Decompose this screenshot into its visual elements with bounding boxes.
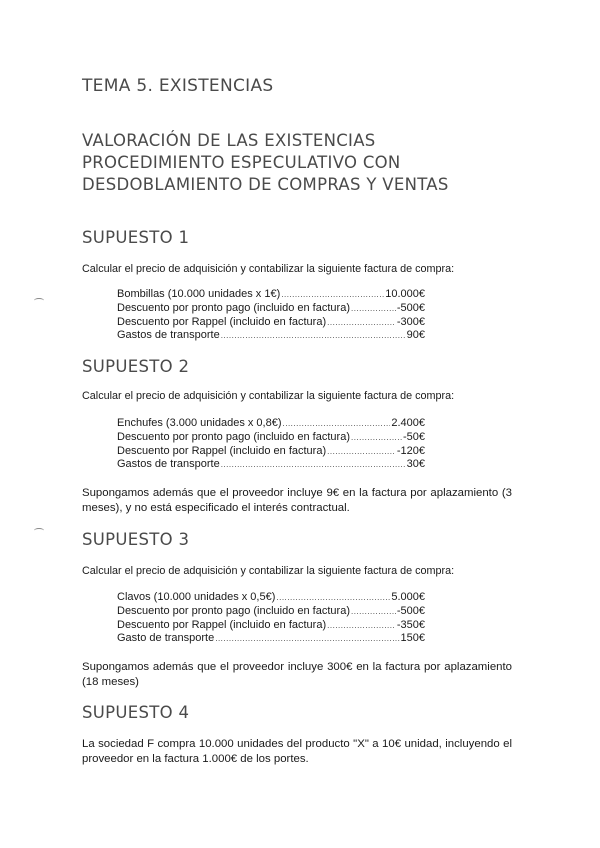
title-line-3: DESDOBLAMIENTO DE COMPRAS Y VENTAS (82, 175, 449, 194)
invoice-line-value: -500€ (396, 301, 425, 314)
invoice-line-value: 30€ (406, 458, 425, 471)
supuesto-2-heading: SUPUESTO 2 (82, 357, 190, 376)
invoice-line-label: Descuento por Rappel (incluido en factura) (117, 444, 327, 457)
leader-dots (351, 605, 396, 619)
supuesto-2-note: Supongamos además que el proveedor incluye 9€ en la factura por aplazamiento (3 meses), y no está especificado el interés contractual. (82, 487, 512, 514)
invoice-line-value: -350€ (396, 618, 425, 631)
invoice-line-label: Descuento por pronto pago (incluido en factura) (117, 604, 350, 617)
supuesto-4-note: La sociedad F compra 10.000 unidades del producto "X" a 10€ unidad, incluyendo el proveedor en la factura 1.000€ de los portes. (82, 738, 512, 765)
supuesto-2-intro: Calcular el precio de adquisición y contabilizar la siguiente factura de compra: (82, 390, 455, 402)
supuesto-1-heading: SUPUESTO 1 (82, 228, 190, 247)
invoice-line (117, 619, 425, 633)
binder-mark (34, 528, 44, 533)
tema-heading: TEMA 5. EXISTENCIAS (82, 76, 274, 96)
invoice-line (117, 458, 425, 472)
leader-dots (221, 458, 406, 472)
binder-mark (34, 298, 44, 303)
leader-dots (351, 431, 402, 445)
invoice-line-label: Bombillas (10.000 unidades x 1€) (117, 288, 281, 300)
invoice-line-value: 5.000€ (391, 591, 425, 603)
main-title (82, 130, 449, 196)
invoice-line-value: 2.400€ (391, 417, 425, 429)
invoice-line-label: Gastos de transporte (117, 329, 220, 342)
invoice-line (117, 632, 425, 646)
leader-dots (281, 288, 384, 302)
invoice-line-value: 90€ (406, 329, 425, 342)
leader-dots (283, 417, 391, 431)
invoice-line-value: -300€ (396, 315, 425, 328)
leader-dots (351, 302, 396, 316)
leader-dots (215, 632, 399, 646)
leader-dots (221, 329, 406, 343)
supuesto-4-heading: SUPUESTO 4 (82, 703, 190, 722)
title-line-2: PROCEDIMIENTO ESPECULATIVO CON (82, 153, 401, 172)
invoice-line-value: 150€ (400, 632, 425, 645)
invoice-line-label: Enchufes (3.000 unidades x 0,8€) (117, 417, 282, 429)
invoice-line-value: -500€ (396, 604, 425, 617)
invoice-line-label: Descuento por pronto pago (incluido en factura) (117, 301, 350, 314)
supuesto-2-invoice (117, 417, 425, 472)
title-line-1: VALORACIÓN DE LAS EXISTENCIAS (82, 131, 376, 150)
supuesto-1-intro: Calcular el precio de adquisición y contabilizar la siguiente factura de compra: (82, 263, 455, 275)
invoice-line-label: Clavos (10.000 unidades x 0,5€) (117, 591, 276, 603)
leader-dots (327, 445, 396, 459)
supuesto-3-intro: Calcular el precio de adquisición y contabilizar la siguiente factura de compra: (82, 565, 455, 577)
supuesto-1-invoice (117, 288, 425, 343)
invoice-line-value: -50€ (402, 430, 425, 443)
supuesto-3-heading: SUPUESTO 3 (82, 530, 190, 549)
leader-dots (276, 591, 390, 605)
invoice-line-value: -120€ (396, 444, 425, 457)
invoice-line (117, 288, 425, 302)
invoice-line (117, 316, 425, 330)
invoice-line (117, 431, 425, 445)
invoice-line (117, 329, 425, 343)
invoice-line-label: Gastos de transporte (117, 458, 220, 471)
leader-dots (327, 316, 396, 330)
invoice-line (117, 302, 425, 316)
invoice-line-label: Descuento por pronto pago (incluido en factura) (117, 430, 350, 443)
supuesto-3-note: Supongamos además que el proveedor incluye 300€ en la factura por aplazamiento (18 meses) (82, 661, 512, 688)
invoice-line-label: Descuento por Rappel (incluido en factura) (117, 618, 327, 631)
invoice-line-label: Gasto de transporte (117, 632, 215, 645)
invoice-line-label: Descuento por Rappel (incluido en factura) (117, 315, 327, 328)
leader-dots (327, 619, 396, 633)
invoice-line-value: 10.000€ (385, 288, 425, 300)
supuesto-3-invoice (117, 591, 425, 646)
invoice-line (117, 591, 425, 605)
invoice-line (117, 605, 425, 619)
invoice-line (117, 445, 425, 459)
invoice-line (117, 417, 425, 431)
